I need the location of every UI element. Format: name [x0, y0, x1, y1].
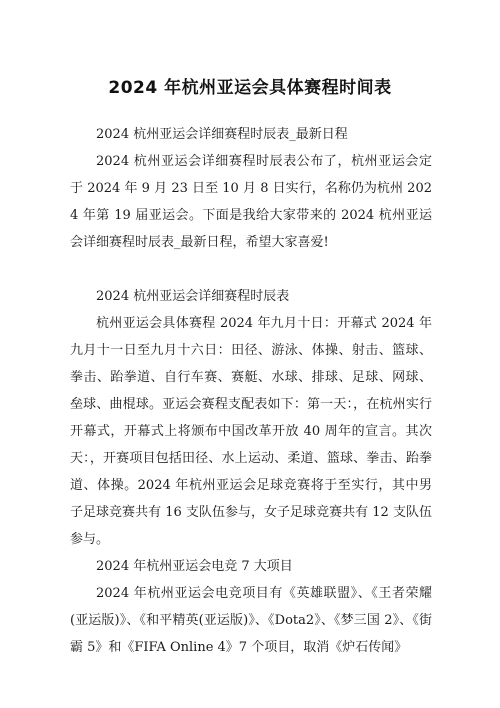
paragraph-schedule: 杭州亚运会具体赛程 2024 年九月十日：开幕式 2024 年九月十一日至九月十六日：田径、游泳、体操、射击、篮球、拳击、跆拳道、自行车赛、赛艇、水球、排球、足球、网球、垒球、曲棍球。亚运会赛程支配表如下：第一天：，在杭州实行开幕式，开幕式上将颁布中国改革开放 40 周年的宣言。其次天：，开赛项目包括田径、水上运动、柔道、篮球、拳击、跆拳道、体操。2024 年杭州亚运会足球竞赛将于至实行，其中男子足球竞赛共有 16 支队伍参与，女子足球竞赛共有 12 支队伍参与。 [70, 316, 432, 547]
paragraph-esports-list: 2024 年杭州亚运会电竞项目有《英雄联盟》、《王者荣耀(亚运版)》、《和平精英(亚运版)》、《Dota2》、《梦三国 2》、《街霸 5》和《FIFA Online 4》7 个项目，取消《炉石传闻》 [70, 586, 432, 655]
document-body [70, 121, 432, 661]
paragraph-esports-heading: 2024 年杭州亚运会电竞 7 大项目 [96, 559, 293, 574]
document-title: 2024 年杭州亚运会具体赛程时间表 [108, 78, 392, 98]
paragraph-subtitle: 2024 杭州亚运会详细赛程时辰表_最新日程 [96, 127, 348, 142]
paragraph-section-heading: 2024 杭州亚运会详细赛程时辰表 [96, 289, 290, 304]
paragraph-spacer [70, 256, 432, 283]
paragraph-intro: 2024 杭州亚运会详细赛程时辰表公布了，杭州亚运会定于 2024 年 9 月 23 日至 10 月 8 日实行，名称仍为杭州 2024 年第 19 届亚运会。下面是我给大家带来的 2024 杭州亚运会详细赛程时辰表_最新日程，希望大家喜爱! [70, 154, 432, 250]
